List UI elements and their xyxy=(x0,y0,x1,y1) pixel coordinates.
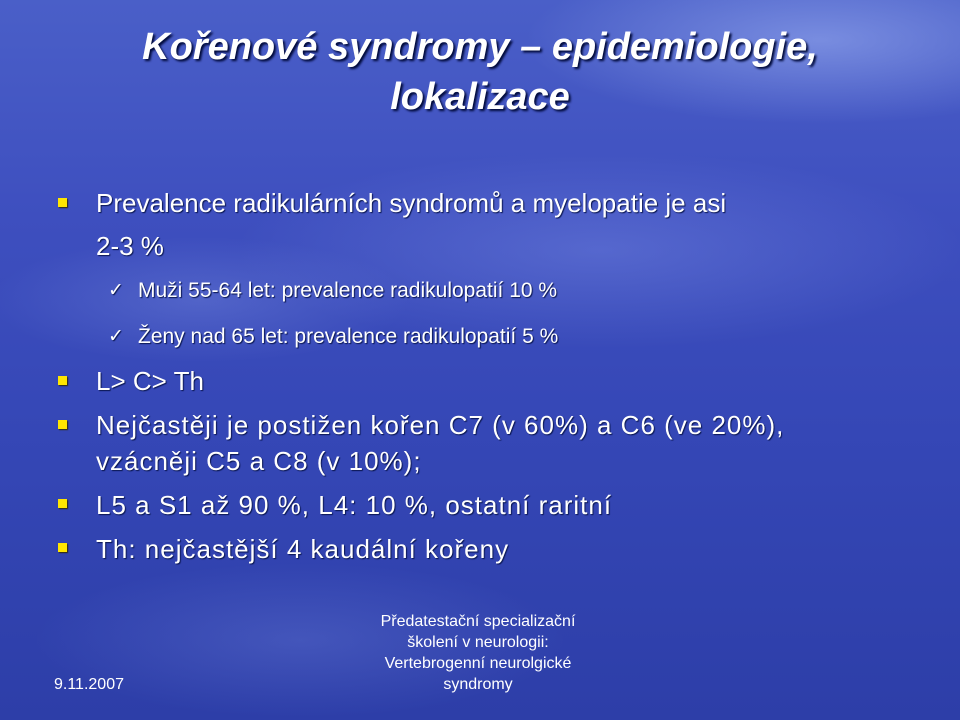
footer-date: 9.11.2007 xyxy=(54,676,124,693)
list-item-continuation xyxy=(58,225,918,268)
list-item xyxy=(58,360,918,403)
bullet-list xyxy=(58,182,918,571)
list-item-text: Nejčastěji je postižen kořen C7 (v 60%) a C6 (ve 20%), xyxy=(96,410,785,440)
list-item xyxy=(58,483,918,527)
list-item-text: vzácněji C5 a C8 (v 10%); xyxy=(96,446,422,476)
square-bullet-icon xyxy=(58,543,67,552)
list-item-text: L> C> Th xyxy=(96,366,204,396)
list-item-continuation xyxy=(58,443,918,479)
sub-list-item-text: Muži 55-64 let: prevalence radikulopatií 10 % xyxy=(138,279,558,302)
sub-list-item-text: Ženy nad 65 let: prevalence radikulopatií 5 % xyxy=(138,325,559,348)
checkmark-icon: ✓ xyxy=(108,326,124,347)
list-item-text: Th: nejčastější 4 kaudální kořeny xyxy=(96,534,510,564)
square-bullet-icon xyxy=(58,499,67,508)
list-item-text: L5 a S1 až 90 %, L4: 10 %, ostatní raritní xyxy=(96,490,613,520)
sub-list-item xyxy=(58,314,918,360)
slide-title xyxy=(40,22,920,122)
title-line-1: Kořenové syndromy – epidemiologie, xyxy=(142,26,818,68)
list-item-text: Prevalence radikulárních syndromů a myelopatie je asi xyxy=(96,188,727,218)
list-item xyxy=(58,527,918,571)
square-bullet-icon xyxy=(58,420,67,429)
sub-list-item xyxy=(58,268,918,314)
footer-line: školení v neurologii: xyxy=(407,634,549,651)
title-line-2: lokalizace xyxy=(390,76,570,118)
list-item-text: 2-3 % xyxy=(96,231,164,261)
footer-line: Vertebrogenní neurolgické xyxy=(384,655,572,672)
square-bullet-icon xyxy=(58,376,67,385)
square-bullet-icon xyxy=(58,198,67,207)
footer-line: syndromy xyxy=(443,676,513,693)
footer-course-title xyxy=(328,611,628,695)
footer-line: Předatestační specializační xyxy=(380,613,576,630)
list-item xyxy=(58,407,918,443)
checkmark-icon: ✓ xyxy=(108,280,124,301)
list-item xyxy=(58,182,918,225)
